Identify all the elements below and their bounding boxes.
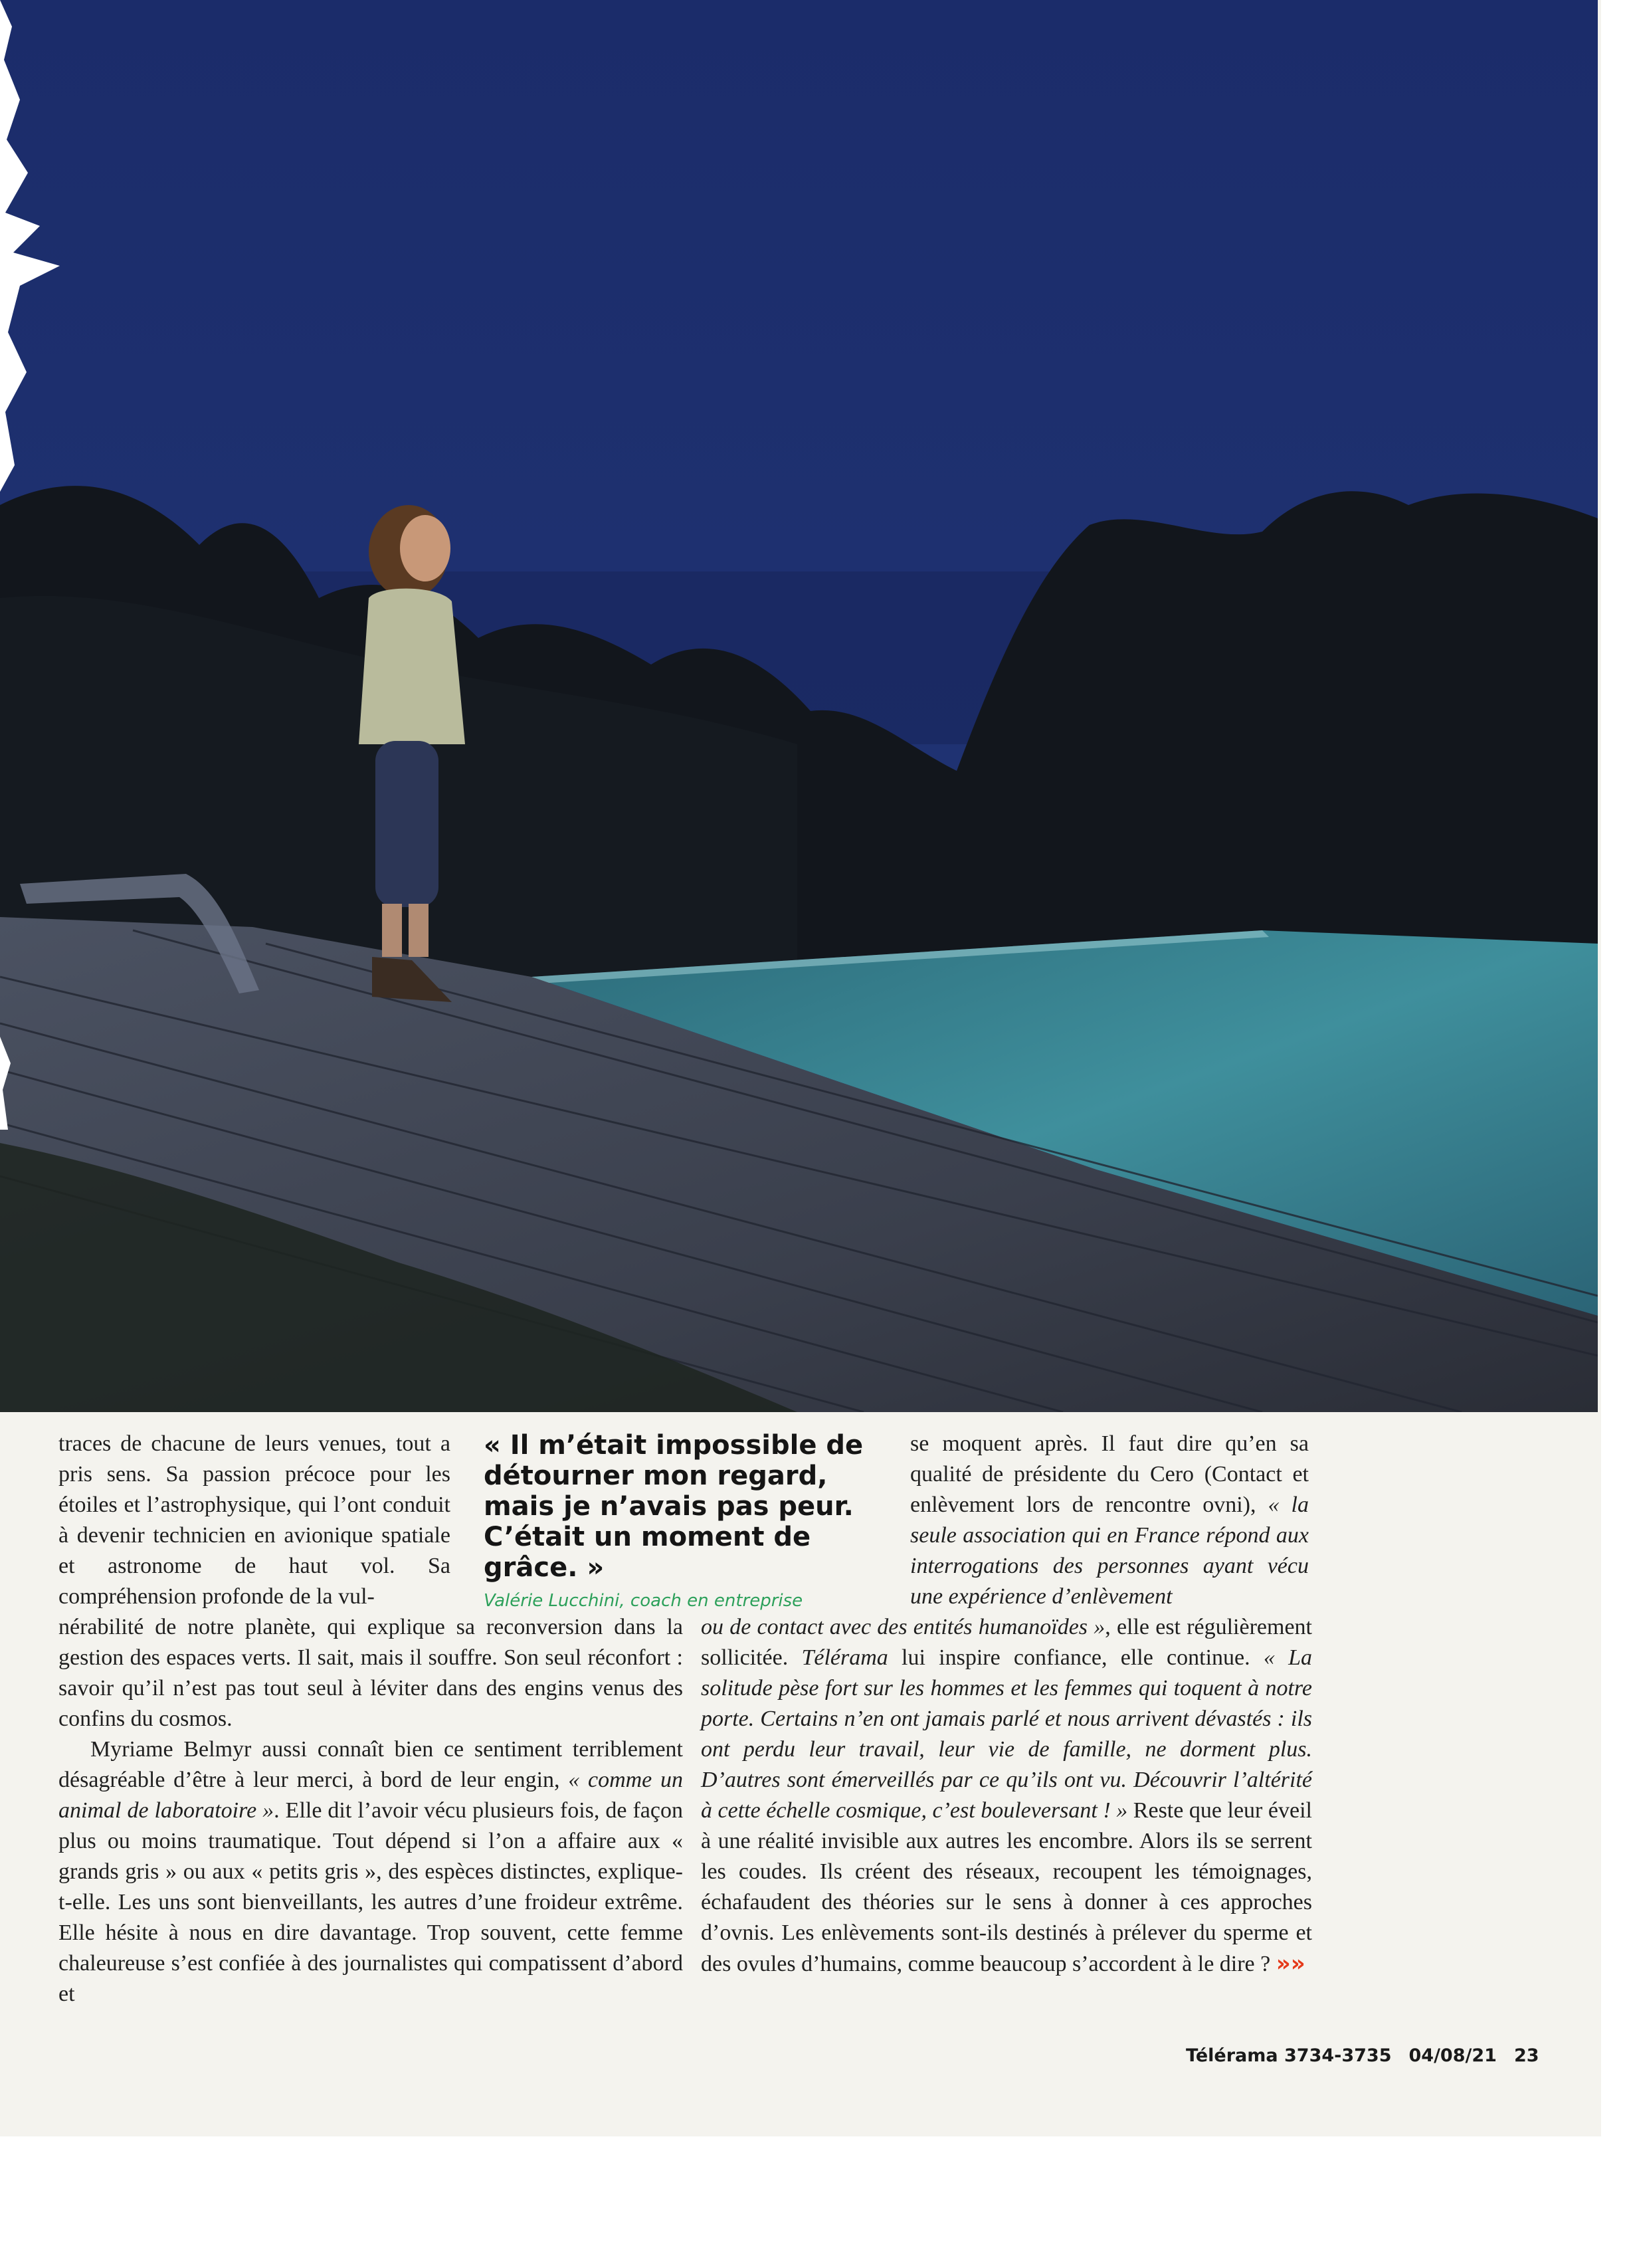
text-run: , elle est régulièrement sollicitée. [701, 1615, 1312, 1670]
torn-edge [0, 0, 80, 1130]
quote-run: « la seule association qui en France répond aux interrogations des personnes ayant vécu une expérience d’enlèvement [910, 1493, 1309, 1609]
text-run: . Elle dit l’avoir vécu plusieurs fois, de façon plus ou moins traumatique. Tout dépend si l’on a affaire aux « grands gris » ou aux « petits gris », des espèces distinctes, explique-t-elle. Les uns sont bienveillants, les autres d’une froideur extrême. Elle hésite à nous en dire davantage. Trop souvent, cette femme chaleureuse s’est confiée à des journalistes qui compatissent d’abord et [58, 1798, 683, 2006]
pull-quote [484, 1430, 882, 1611]
article-column-right-top [910, 1429, 1309, 1612]
article-column-left-top [58, 1429, 450, 1612]
footer-magazine-issue: Télérama 3734-3735 [1186, 2045, 1392, 2066]
page-footer [1186, 2045, 1539, 2066]
paragraph: nérabilité de notre planète, qui explique sa reconversion dans la gestion des espaces verts. Il sait, mais il souffre. Son seul réconfort : savoir qu’il n’est pas tout seul à léviter dans des engins venus des confins du cosmos. [58, 1615, 683, 1731]
quote-run: « comme un animal de laboratoire » [58, 1768, 683, 1823]
text-run: Reste que leur éveil à une réalité invisible aux autres les encombre. Alors ils se serrent les coudes. Ils créent des réseaux, recoupent les témoignages, échafaudent des théories sur le sens à donner à ces approches d’ovnis. Les enlèvements sont-ils destinés à prélever du sperme et des ovules d’humains, comme beaucoup s’accordent à le dire ? [701, 1798, 1312, 1976]
article-column-right [701, 1612, 1312, 1980]
text-run: lui inspire confiance, elle continue. [888, 1645, 1264, 1670]
pull-quote-attribution: Valérie Lucchini, coach en entreprise [484, 1591, 803, 1611]
article-column-left [58, 1612, 683, 2010]
paragraph [910, 1429, 1309, 1612]
quote-run: « La solitude pèse fort sur les hommes et les femmes qui toquent à notre porte. Certains n’en ont jamais parlé et nous arrivent dévastés : ils ont perdu leur travail, leur vie de famille, ne dorment plus. D’autres sont émerveillés par ce qu’ils ont vu. Découvrir l’altérité à cette échelle cosmique, c’est bouleversant ! » [701, 1645, 1312, 1823]
page-number: 23 [1513, 2045, 1539, 2066]
quote-run: ou de contact avec des entités humanoïdes » [701, 1615, 1105, 1639]
text-run: se moquent après. Il faut dire qu’en sa qualité de présidente du Cero (Contact et enlèvement lors de rencontre ovni), [910, 1431, 1309, 1517]
paragraph [58, 1734, 683, 2010]
pull-quote-text: « Il m’était impossible de détourner mon regard, mais je n’avais pas peur. C’était un moment de grâce. » [484, 1430, 864, 1583]
continue-arrow-icon: »» [1276, 1950, 1305, 1977]
text-run: Myriame Belmyr aussi connaît bien ce sentiment terriblement désagréable d’être à leur merci, à bord de leur engin, [58, 1737, 683, 1792]
footer-date: 04/08/21 [1408, 2045, 1497, 2066]
paragraph: traces de chacune de leurs venues, tout a pris sens. Sa passion précoce pour les étoiles et l’astrophysique, qui l’ont conduit à devenir technicien en avionique spatiale et astronome de haut vol. Sa compréhension profonde de la vul- [58, 1431, 450, 1609]
paragraph [701, 1612, 1312, 1980]
magazine-name: Télérama [801, 1645, 888, 1670]
